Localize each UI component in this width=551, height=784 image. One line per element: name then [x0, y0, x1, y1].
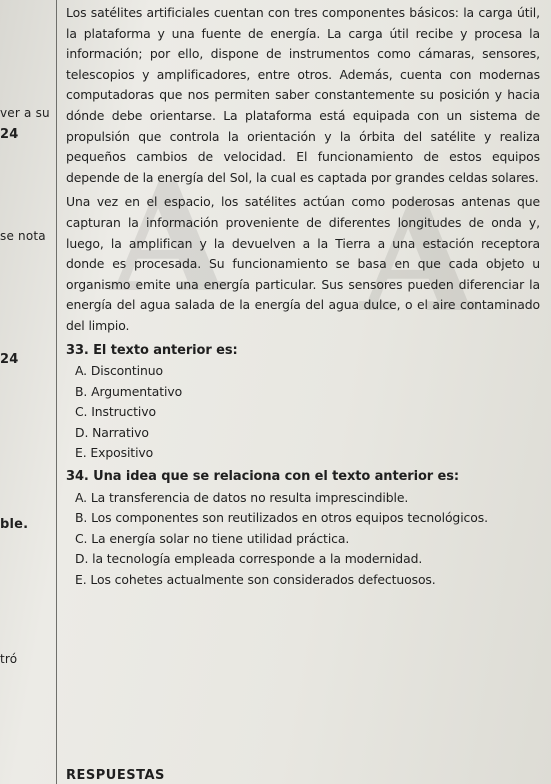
question-34-option-e[interactable]: E. Los cohetes actualmente son considerados defectuosos.	[75, 572, 436, 588]
question-33-option-b[interactable]: B. Argumentativo	[75, 383, 183, 399]
reading-paragraph: Una vez en el espacio, los satélites actúan como poderosas antenas que capturan la información proveniente de diferentes longitudes de onda y, luego, la amplifican y la devuelven a la Tierra a una estación receptora donde es procesada. Su funcionamiento se basa en que cada objeto u organismo emite una energía particular. Sus sensores pueden diferenciar la energía del agua salada de la energía del agua dulce, o el aire contaminado del limpio.	[66, 194, 540, 333]
background-watermark: A	[360, 170, 477, 346]
question-34-option-d[interactable]: D. la tecnología empleada corresponde a la modernidad.	[75, 551, 423, 567]
margin-note: se nota	[0, 229, 46, 243]
question-34: 34. Una idea que se relaciona con el texto anterior es:	[66, 469, 459, 485]
margin-note: ble.	[0, 517, 29, 532]
margin-note: ver a su	[0, 106, 50, 120]
question-33-option-c[interactable]: C. Instructivo	[75, 404, 156, 420]
question-33-option-e[interactable]: E. Expositivo	[75, 445, 154, 461]
question-33-option-a[interactable]: A. Discontinuo	[75, 363, 164, 379]
margin-note: tró	[0, 652, 18, 666]
question-34-option-c[interactable]: C. La energía solar no tiene utilidad práctica.	[75, 530, 350, 546]
background-watermark: A	[110, 150, 227, 326]
question-34-option-b[interactable]: B. Los componentes son reutilizados en otros equipos tecnológicos.	[75, 510, 488, 526]
reading-paragraph: Los satélites artificiales cuentan con tres componentes básicos: la carga útil, la plataforma y una fuente de energía. La carga útil recibe y procesa la información; por ello, dispone de instrumentos como cámaras, sensores, telescopios y amplificadores, entre otros. Además, cuenta con modernas computadoras que nos permiten saber constantemente su posición y hacia dónde debe orientarse. La plataforma está equipada con un sistema de propulsión que controla la orientación y la órbita del satélite y realiza pequeños cambios de velocidad. El funcionamiento de estos equipos depende de la energía del Sol, la cual es captada por grandes celdas solares.	[66, 5, 540, 185]
answers-header: RESPUESTAS	[66, 768, 165, 783]
question-33: 33. El texto anterior es:	[66, 342, 238, 358]
question-33-option-d[interactable]: D. Narrativo	[75, 424, 149, 440]
reading-content	[66, 3, 540, 591]
margin-page-number: 24	[0, 352, 19, 367]
margin-page-number: 24	[0, 127, 19, 142]
question-34-option-a[interactable]: A. La transferencia de datos no resulta imprescindible.	[75, 489, 409, 505]
margin-divider	[56, 0, 57, 784]
